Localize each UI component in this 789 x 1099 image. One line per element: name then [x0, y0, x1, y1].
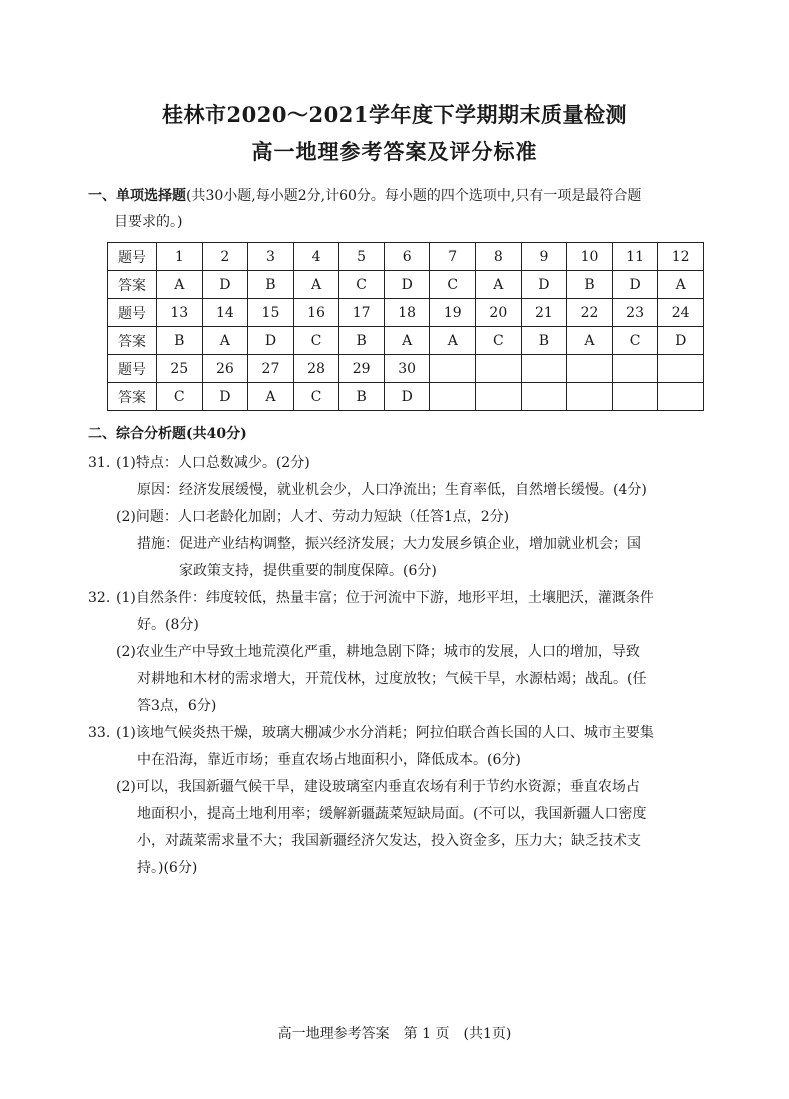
q32-part2-line2: 对耕地和木材的需求增大，开荒伐林，过度放牧；气候干旱，水源枯竭；战乱。(任 [137, 671, 647, 687]
q32-part2-line1: (2)农业生产中导致土地荒漠化严重，耕地急剧下降；城市的发展，人口的增加，导致 [116, 644, 640, 660]
answer-row [108, 383, 704, 411]
question-number-cell: 12 [658, 243, 704, 271]
question-number-cell: 15 [248, 299, 294, 327]
question-number-cell: 8 [476, 243, 522, 271]
answer-cell [567, 383, 613, 411]
q33-part2-line1: (2)可以，我国新疆气候干旱，建设玻璃室内垂直农场有利于节约水资源；垂直农场占 [116, 779, 640, 795]
answer-cell: D [521, 271, 567, 299]
answer-cell: A [293, 271, 339, 299]
question-number-row-label: 题号 [108, 355, 157, 383]
question-number-cell: 23 [612, 299, 658, 327]
answer-cell: B [567, 271, 613, 299]
answer-cell [430, 383, 476, 411]
question-number-cell: 1 [157, 243, 203, 271]
question-number-cell: 29 [339, 355, 385, 383]
question-number-cell: 22 [567, 299, 613, 327]
answer-row-label: 答案 [108, 327, 157, 355]
page-footer: 高一地理参考答案 第 1 页 (共1页) [277, 1026, 512, 1042]
question-number-cell: 4 [293, 243, 339, 271]
question-number-cell: 16 [293, 299, 339, 327]
question-number-cell: 28 [293, 355, 339, 383]
answer-row [108, 327, 704, 355]
q31-number: 31. [88, 455, 111, 471]
answer-cell: B [157, 327, 203, 355]
answer-cell: D [658, 327, 704, 355]
question-number-cell: 17 [339, 299, 385, 327]
answer-cell: A [567, 327, 613, 355]
answer-row [108, 271, 704, 299]
answer-cell: B [248, 271, 294, 299]
answer-cell [476, 383, 522, 411]
question-number-row-label: 题号 [108, 243, 157, 271]
answer-cell: A [384, 327, 430, 355]
question-number-cell: 11 [612, 243, 658, 271]
question-number-cell: 14 [202, 299, 248, 327]
question-number-cell: 13 [157, 299, 203, 327]
answer-cell: C [476, 327, 522, 355]
answer-row-label: 答案 [108, 383, 157, 411]
q32-part2-line3: 答3点，6分) [137, 698, 217, 714]
answer-cell: C [339, 271, 385, 299]
answer-row-label: 答案 [108, 271, 157, 299]
answer-cell: A [202, 327, 248, 355]
answer-cell [658, 383, 704, 411]
q31-part1-features: (1)特点：人口总数减少。(2分) [116, 455, 310, 471]
answer-cell: D [384, 271, 430, 299]
question-number-cell: 10 [567, 243, 613, 271]
question-number-cell [658, 355, 704, 383]
question-number-row [108, 355, 704, 383]
q31-part1-reasons: 原因：经济发展缓慢，就业机会少，人口净流出；生育率低，自然增长缓慢。(4分) [137, 482, 647, 498]
q33-part2-line3: 小，对蔬菜需求量不大；我国新疆经济欠发达，投入资金多，压力大；缺乏技术支 [137, 833, 641, 849]
question-number-cell: 9 [521, 243, 567, 271]
answer-cell: D [202, 383, 248, 411]
answer-cell: A [157, 271, 203, 299]
answer-cell: A [248, 383, 294, 411]
section-1-header [88, 183, 708, 235]
question-number-cell: 19 [430, 299, 476, 327]
answer-cell: D [248, 327, 294, 355]
answer-cell: B [339, 383, 385, 411]
answer-cell: C [157, 383, 203, 411]
question-number-cell [476, 355, 522, 383]
section-1-instruction: (共30小题,每小题2分,计60分。每小题的四个选项中,只有一项是最符合题 [186, 188, 642, 204]
answer-cell: A [476, 271, 522, 299]
question-number-cell: 2 [202, 243, 248, 271]
answer-table [107, 242, 704, 411]
q33-part2-line4: 持。)(6分) [137, 860, 198, 876]
question-number-row-label: 题号 [108, 299, 157, 327]
answer-cell: D [202, 271, 248, 299]
answer-cell: D [384, 383, 430, 411]
question-number-cell: 5 [339, 243, 385, 271]
question-number-cell: 26 [202, 355, 248, 383]
answer-cell: C [293, 327, 339, 355]
section-2-heading: 二、综合分析题(共40分) [88, 426, 247, 442]
question-number-cell: 30 [384, 355, 430, 383]
answer-cell: A [430, 327, 476, 355]
question-number-cell: 3 [248, 243, 294, 271]
section-1-instruction-cont: 目要求的。) [114, 214, 183, 230]
q31-part2-problems: (2)问题：人口老龄化加剧；人才、劳动力短缺（任答1点，2分) [116, 509, 510, 525]
q33-number: 33. [88, 725, 111, 741]
question-number-cell: 21 [521, 299, 567, 327]
question-number-cell [612, 355, 658, 383]
answer-cell: A [658, 271, 704, 299]
answer-cell: B [339, 327, 385, 355]
q33-part2-line2: 地面积小，提高土地利用率；缓解新疆蔬菜短缺局面。(不可以，我国新疆人口密度 [137, 806, 647, 822]
question-number-cell: 18 [384, 299, 430, 327]
q31-part2-measures-line1: 措施：促进产业结构调整，振兴经济发展；大力发展乡镇企业，增加就业机会；国 [137, 536, 641, 552]
page-subtitle: 高一地理参考答案及评分标准 [251, 139, 538, 164]
answer-cell: C [430, 271, 476, 299]
answer-cell: C [293, 383, 339, 411]
question-number-row [108, 299, 704, 327]
question-number-cell: 24 [658, 299, 704, 327]
question-number-cell: 7 [430, 243, 476, 271]
answer-cell [521, 383, 567, 411]
q33-part1-line1: (1)该地气候炎热干燥，玻璃大棚减少水分消耗；阿拉伯联合酋长国的人口、城市主要集 [116, 725, 654, 741]
q33-part1-line2: 中在沿海，靠近市场；垂直农场占地面积小，降低成本。(6分) [137, 752, 521, 768]
answer-cell: D [612, 271, 658, 299]
q31-part2-measures-line2: 家政策支持，提供重要的制度保障。(6分) [179, 563, 437, 579]
q32-number: 32. [88, 590, 111, 606]
question-number-cell [521, 355, 567, 383]
answer-cell [612, 383, 658, 411]
section-1-heading: 一、单项选择题 [88, 188, 186, 204]
question-number-cell [430, 355, 476, 383]
question-number-cell: 20 [476, 299, 522, 327]
question-number-cell: 6 [384, 243, 430, 271]
question-number-row [108, 243, 704, 271]
answer-cell: C [612, 327, 658, 355]
question-number-cell: 27 [248, 355, 294, 383]
q32-part1-line1: (1)自然条件：纬度较低，热量丰富；位于河流中下游，地形平坦，土壤肥沃，灌溉条件 [116, 590, 654, 606]
page-title: 桂林市2020～2021学年度下学期期末质量检测 [162, 102, 627, 127]
q32-part1-line2: 好。(8分) [137, 617, 199, 633]
question-number-cell: 25 [157, 355, 203, 383]
question-number-cell [567, 355, 613, 383]
answer-cell: B [521, 327, 567, 355]
